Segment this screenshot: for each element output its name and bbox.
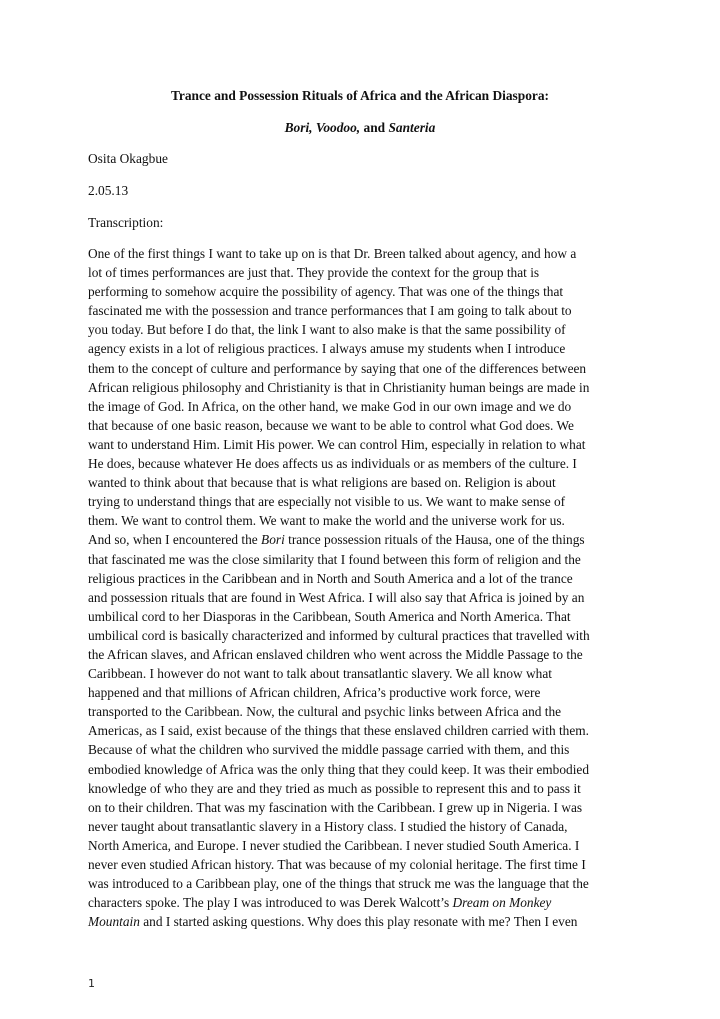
document-title: Trance and Possession Rituals of Africa and the African Diaspora: — [170, 88, 550, 103]
body-line: that fascinated me was the close similarity that I found between this form of religion and the — [88, 551, 581, 567]
body-lines-group-1 — [88, 244, 636, 530]
body-line: happened and that millions of African children, Africa’s productive work force, were — [88, 685, 541, 701]
body-line: lot of times performances are just that. They provide the context for the group that is — [88, 265, 540, 281]
subtitle-italic-part: Bori, Voodoo, — [284, 120, 361, 135]
transcription-body — [88, 244, 636, 931]
body-line: embodied knowledge of Africa was the only thing that they could keep. It was their embodied — [88, 761, 589, 777]
body-line-bori — [88, 530, 636, 549]
body-line: One of the first things I want to take up on is that Dr. Breen talked about agency, and how a — [88, 246, 577, 261]
body-line: religious practices in the Caribbean and in North and South America and a lot of the trance — [88, 570, 573, 586]
body-line: Because of what the children who survived the middle passage carried with them, and this — [88, 742, 570, 758]
page-number: 1 — [88, 977, 95, 990]
body-line: you today. But before I do that, the link I want to also make is that the same possibility of — [88, 322, 566, 338]
body-line: the African slaves, and African enslaved children who went across the Middle Passage to the — [88, 646, 583, 662]
body-line-dream — [88, 893, 636, 912]
body-line: African religious philosophy and Christianity is that in Christianity human beings are made in — [88, 379, 590, 395]
body-lines-group-2 — [88, 550, 636, 894]
bori-line-after: trance possession rituals of the Hausa, one of the things — [284, 532, 585, 548]
body-line: on to their children. That was my fascination with the Caribbean. I grew up in Nigeria. I was — [88, 799, 583, 815]
body-line: knowledge of who they are and they tried as much as possible to represent this and to pass it — [88, 780, 581, 796]
body-line: fascinated me with the possession and trance performances that I am going to talk about to — [88, 303, 572, 319]
subtitle-conjunction: and — [363, 120, 386, 135]
body-line: performing to somehow acquire the possibility of agency. That was one of the things that — [88, 284, 564, 300]
document-subtitle — [0, 120, 720, 136]
bori-term: Bori — [261, 532, 285, 548]
body-line: umbilical cord is basically characterized and informed by cultural practices that travelled with — [88, 627, 590, 643]
body-line: was introduced to a Caribbean play, one of the things that struck me was the language that the — [88, 876, 589, 892]
body-line: never even studied African history. That was because of my colonial heritage. The first time I — [88, 857, 586, 872]
dream-line-before: characters spoke. The play I was introduced to was Derek Walcott’s — [88, 895, 453, 911]
body-line: agency exists in a lot of religious practices. I always amuse my students when I introduce — [88, 341, 566, 357]
body-line: the image of God. In Africa, on the other hand, we make God in our own image and we do — [88, 398, 572, 414]
play-title-part-2: Mountain — [88, 914, 140, 930]
body-line: want to understand Him. Limit His power. We can control Him, especially in relation to what — [88, 436, 586, 452]
bori-line-before: And so, when I encountered the — [88, 532, 262, 548]
body-line: them to the concept of culture and performance by saying that one of the differences between — [88, 360, 587, 376]
body-line-mountain — [88, 912, 636, 931]
mountain-line-after: and I started asking questions. Why does this play resonate with me? Then I even — [139, 914, 578, 930]
body-line: them. We want to control them. We want to make the world and the universe work for us. — [88, 513, 565, 529]
body-line: and possession rituals that are found in West Africa. I will also say that Africa is joined by an — [88, 589, 585, 605]
body-line: transported to the Caribbean. Now, the cultural and psychic links between Africa and the — [88, 704, 562, 720]
body-line: that because of one basic reason, because we want to be able to control what God does. We — [88, 417, 574, 433]
subtitle-italic-santeria: Santeria — [388, 120, 436, 135]
document-date: 2.05.13 — [88, 183, 129, 198]
play-title-part-1: Dream on Monkey — [452, 895, 552, 911]
body-line: never taught about transatlantic slavery in a History class. I studied the history of Canada, — [88, 818, 568, 834]
body-line: umbilical cord to her Diasporas in the Caribbean, South America and North America. That — [88, 608, 571, 624]
body-line: He does, because whatever He does affects us as individuals or as members of the culture. I — [88, 456, 577, 472]
author-name: Osita Okagbue — [88, 151, 168, 166]
body-line: wanted to think about that because that is what religions are based on. Religion is about — [88, 475, 556, 491]
body-line: North America, and Europe. I never studied the Caribbean. I never studied South America. I — [88, 837, 580, 853]
body-line: trying to understand things that are especially not visible to us. We want to make sense of — [88, 494, 566, 510]
body-line: Caribbean. I however do not want to talk about transatlantic slavery. We all know what — [88, 666, 552, 682]
section-label: Transcription: — [88, 215, 164, 230]
body-line: Americas, as I said, exist because of the things that these enslaved children carried with them. — [88, 723, 589, 739]
